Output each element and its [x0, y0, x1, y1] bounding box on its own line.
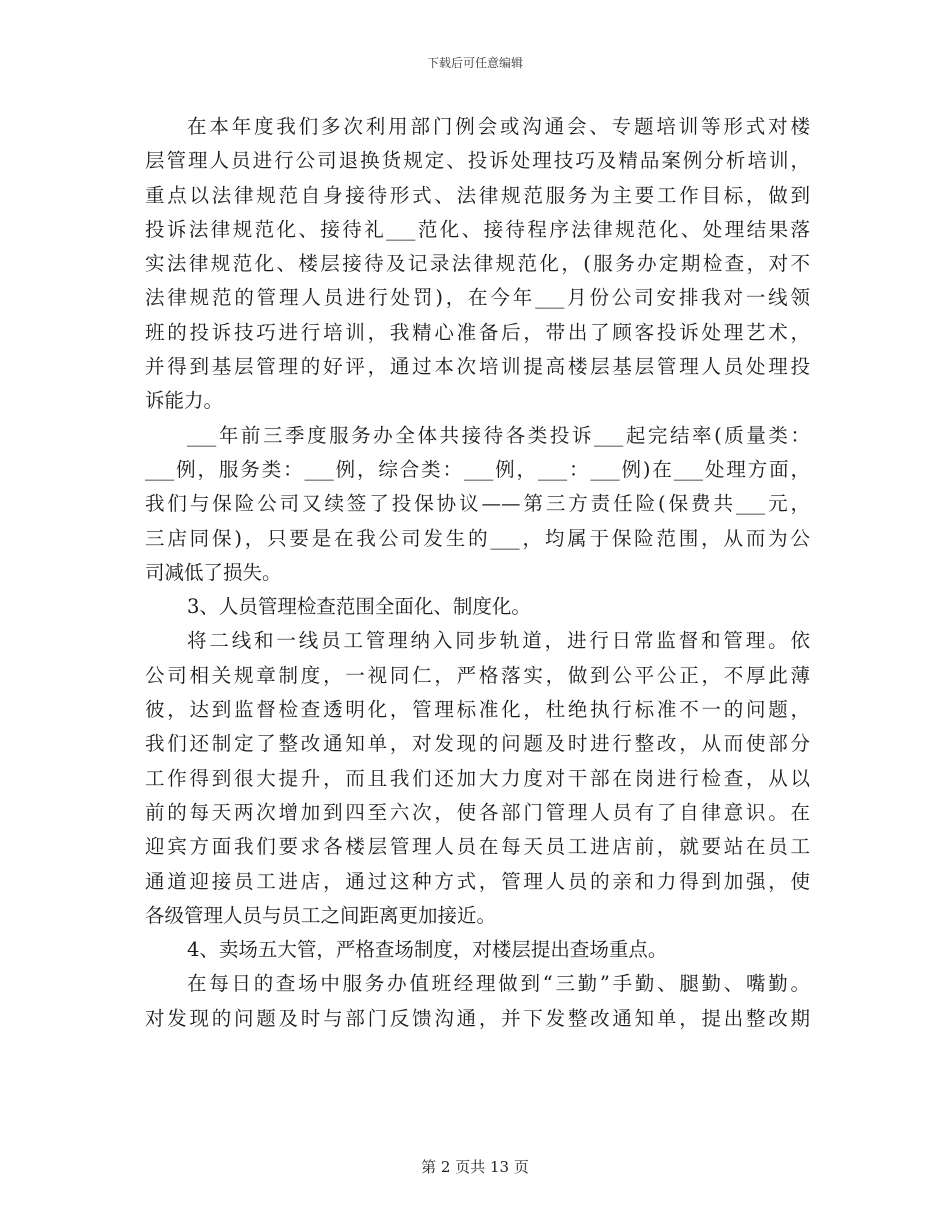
text-line: 我们还制定了整改通知单，对发现的问题及时进行整改，从而使部分: [145, 732, 810, 756]
text-line: 迎宾方面我们要求各楼层管理人员在每天员工进店前，就要站在员工: [145, 835, 810, 859]
text-line: 我们与保险公司又续签了投保协议——第三方责任险(保费共___元，: [145, 492, 810, 516]
text-line: 通道迎接员工进店，通过这种方式，管理人员的亲和力得到加强，使: [145, 869, 810, 893]
text-line: 公司相关规章制度，一视同仁，严格落实，做到公平公正，不厚此薄: [145, 663, 810, 687]
text-line: 层管理人员进行公司退换货规定、投诉处理技巧及精品案例分析培训，: [145, 149, 810, 173]
section-heading: 3、人员管理检查范围全面化、制度化。: [187, 595, 531, 619]
text-line: 对发现的问题及时与部门反馈沟通，并下发整改通知单，提出整改期: [145, 1006, 810, 1030]
text-line: 前的每天两次增加到四至六次，使各部门管理人员有了自律意识。在: [145, 800, 810, 824]
text-line: 法律规范的管理人员进行处罚)，在今年___月份公司安排我对一线领: [145, 286, 810, 310]
text-line: 班的投诉技巧进行培训，我精心准备后，带出了顾客投诉处理艺术，: [145, 320, 810, 344]
text-line: 重点以法律规范自身接待形式、法律规范服务为主要工作目标，做到: [145, 183, 810, 207]
text-line: 三店同保)，只要是在我公司发生的___，均属于保险范围，从而为公: [145, 526, 810, 550]
text-line: 在本年度我们多次利用部门例会或沟通会、专题培训等形式对楼: [187, 115, 810, 138]
page-header: 下载后可任意编辑: [426, 56, 523, 70]
text-line: 各级管理人员与员工之间距离更加接近。: [145, 903, 497, 927]
text-line: 在每日的查场中服务办值班经理做到“三勤”手勤、腿勤、嘴勤。: [187, 972, 810, 996]
text-line: 诉能力。: [145, 389, 224, 413]
text-line: 实法律规范化、楼层接待及记录法律规范化，(服务办定期检查，对不: [145, 252, 810, 276]
text-line: 将二线和一线员工管理纳入同步轨道，进行日常监督和管理。依: [187, 629, 810, 653]
text-line: ___例，服务类：___例，综合类：___例，___：___例)在___处理方面，: [145, 457, 810, 481]
text-line: 司减低了损失。: [145, 560, 282, 584]
text-line: 彼，达到监督检查透明化，管理标准化，杜绝执行标准不一的问题，: [145, 698, 810, 722]
page-footer: 第 2 页共 13 页: [421, 1158, 529, 1176]
text-line: 投诉法律规范化、接待礼___范化、接待程序法律规范化、处理结果落: [145, 217, 810, 241]
text-line: ___年前三季度服务办全体共接待各类投诉___起完结率(质量类：: [187, 423, 810, 447]
section-heading: 4、卖场五大管，严格查场制度，对楼层提出查场重点。: [187, 938, 668, 962]
text-line: 工作得到很大提升，而且我们还加大力度对干部在岗进行检查，从以: [145, 766, 810, 790]
document-body: [145, 110, 810, 1036]
text-line: 并得到基层管理的好评，通过本次培训提高楼层基层管理人员处理投: [145, 355, 810, 379]
